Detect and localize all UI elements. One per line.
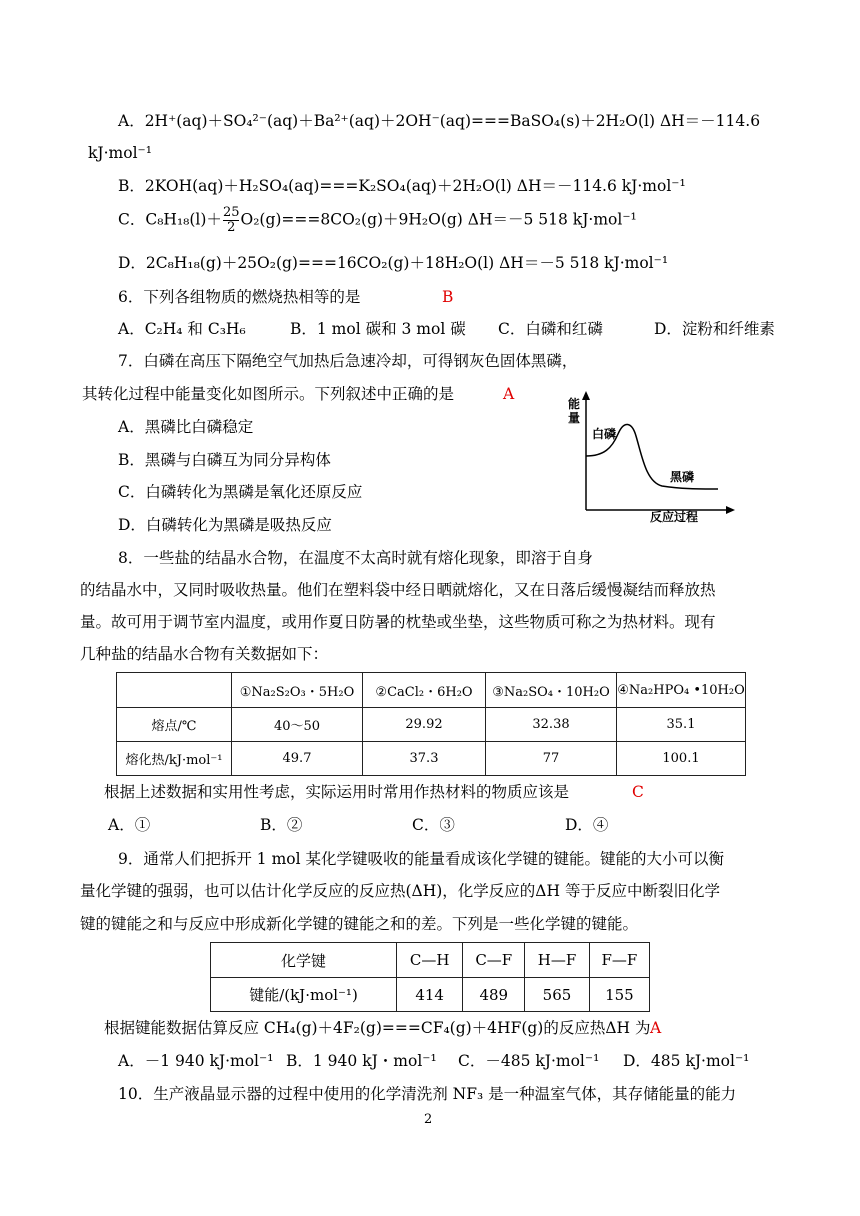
table-cell: 414 [397,978,463,1012]
table-cell: 键能/(kJ·mol⁻¹) [211,978,397,1012]
q5-option-c [118,206,637,235]
page-number: 2 [424,1112,433,1127]
x-axis-arrow [726,506,735,514]
table-header-cell: 化学键 [211,943,397,978]
table-header-cell: ②CaCl₂・6H₂O [363,673,486,708]
table-header-cell: F—F [589,943,649,978]
q7-answer: A [503,385,515,403]
q8-option-a: A．① [108,816,151,834]
table-cell: 49.7 [232,742,363,776]
q8-answer: C [632,783,644,801]
table-cell: 565 [525,978,590,1012]
white-phosphorus-label: 白磷 [592,427,617,441]
table-header-cell [117,673,232,708]
q6-answer: B [442,288,454,306]
table-header-row [211,943,650,978]
q6-option-c: C．白磷和红磷 [498,320,603,338]
q9-option-b: B．1 940 kJ・mol⁻¹ [286,1052,437,1070]
q8-ask: 根据上述数据和实用性考虑，实际运用时常用作热材料的物质应该是 [104,783,570,801]
q9-answer: A [650,1019,662,1037]
q8-line4: 几种盐的结晶水合物有关数据如下： [80,645,329,663]
table-header-cell: H—F [525,943,590,978]
q8-line3: 量。故可用于调节室内温度，或用作夏日防暑的枕垫或坐垫，这些物质可称之为热材料。现有 [80,613,716,631]
q9-option-d: D．485 kJ·mol⁻¹ [623,1052,750,1070]
q7-stem-line2: 其转化过程中能量变化如图所示。下列叙述中正确的是 [82,385,455,403]
black-phosphorus-label: 黑磷 [670,470,695,484]
y-axis-arrow [582,391,590,400]
q9-ask: 根据键能数据估算反应 CH₄(g)＋4F₂(g)===CF₄(g)＋4HF(g)的反应热ΔH 为 [104,1019,651,1037]
table-row [211,978,650,1012]
table-cell: 155 [589,978,649,1012]
q7-option-c: C．白磷转化为黑磷是氧化还原反应 [118,483,363,501]
table-header-cell: ④Na₂HPO₄ •10H₂O [617,673,746,708]
q7-option-b: B．黑磷与白磷互为同分异构体 [118,451,331,469]
q5-option-b: B．2KOH(aq)＋H₂SO₄(aq)===K₂SO₄(aq)＋2H₂O(l) ΔH＝－114.6 kJ·mol⁻¹ [118,177,686,195]
q7-stem-line1: 7．白磷在高压下隔绝空气加热后急速冷却，可得钢灰色固体黑磷， [118,352,578,370]
q6-option-b: B．1 mol 碳和 3 mol 碳 [290,320,466,338]
q5-fraction [223,206,240,235]
q8-option-c: C．③ [412,816,455,834]
table-header-cell: C—F [463,943,525,978]
q5-fraction-denominator: 2 [227,220,236,235]
table-cell: 100.1 [617,742,746,776]
q10-line1: 10．生产液晶显示器的过程中使用的化学清洗剂 NF₃ 是一种温室气体，其存储能量的能力 [118,1085,737,1103]
q5-option-a-line1: A．2H⁺(aq)＋SO₄²⁻(aq)＋Ba²⁺(aq)＋2OH⁻(aq)===BaSO₄(s)＋2H₂O(l) ΔH＝－114.6 [118,112,761,130]
q5-option-a-line2: kJ·mol⁻¹ [88,144,152,162]
x-axis-label: 反应过程 [650,510,699,524]
q5-fraction-numerator: 25 [222,205,240,220]
table-cell: 37.3 [363,742,486,776]
energy-diagram [560,390,740,526]
table-cell: 40～50 [232,708,363,742]
q9-line2: 量化学键的强弱，也可以估计化学反应的反应热(ΔH)，化学反应的ΔH 等于反应中断裂旧化学 [80,882,720,900]
table-cell: 35.1 [617,708,746,742]
q5-option-c-pre: C．C₈H₁₈(l)＋ [118,210,222,229]
q6-stem: 6．下列各组物质的燃烧热相等的是 [118,288,361,306]
table-header-cell: ③Na₂SO₄・10H₂O [486,673,617,708]
table-row [117,742,746,776]
q8-line2: 的结晶水中，又同时吸收热量。他们在塑料袋中经日晒就熔化，又在日落后缓慢凝结而释放热 [80,581,716,599]
q6-option-a: A．C₂H₄ 和 C₃H₆ [118,320,246,338]
table-header-cell: C—H [397,943,463,978]
table-cell: 29.92 [363,708,486,742]
q9-line1: 9．通常人们把拆开 1 mol 某化学键吸收的能量看成该化学键的键能。键能的大小可以衡 [118,850,724,868]
q9-option-a: A．－1 940 kJ·mol⁻¹ [118,1052,274,1070]
q5-option-c-post: O₂(g)===8CO₂(g)＋9H₂O(g) ΔH＝－5 518 kJ·mol⁻¹ [240,210,637,229]
q8-line1: 8．一些盐的结晶水合物，在温度不太高时就有熔化现象，即溶于自身 [118,549,593,567]
q6-option-d: D．淀粉和纤维素 [654,320,775,338]
q8-option-d: D．④ [565,816,609,834]
table-cell: 32.38 [486,708,617,742]
table-cell: 熔点/℃ [117,708,232,742]
table-cell: 熔化热/kJ·mol⁻¹ [117,742,232,776]
table-header-row [117,673,746,708]
q9-table [210,942,650,1012]
q7-option-d: D．白磷转化为黑磷是吸热反应 [118,516,332,534]
table-cell: 489 [463,978,525,1012]
q8-table [116,672,746,776]
q8-option-b: B．② [260,816,303,834]
q9-line3: 键的键能之和与反应中形成新化学键的键能之和的差。下列是一些化学键的键能。 [80,915,639,933]
q7-option-a: A．黑磷比白磷稳定 [118,418,254,436]
q9-option-c: C．－485 kJ·mol⁻¹ [458,1052,600,1070]
table-row [117,708,746,742]
table-header-cell: ①Na₂S₂O₃・5H₂O [232,673,363,708]
y-axis-label-bottom: 量 [568,411,581,425]
q5-option-d: D．2C₈H₁₈(g)＋25O₂(g)===16CO₂(g)＋18H₂O(l) ΔH＝－5 518 kJ·mol⁻¹ [118,254,669,272]
y-axis-label-top: 能 [568,397,581,411]
table-cell: 77 [486,742,617,776]
